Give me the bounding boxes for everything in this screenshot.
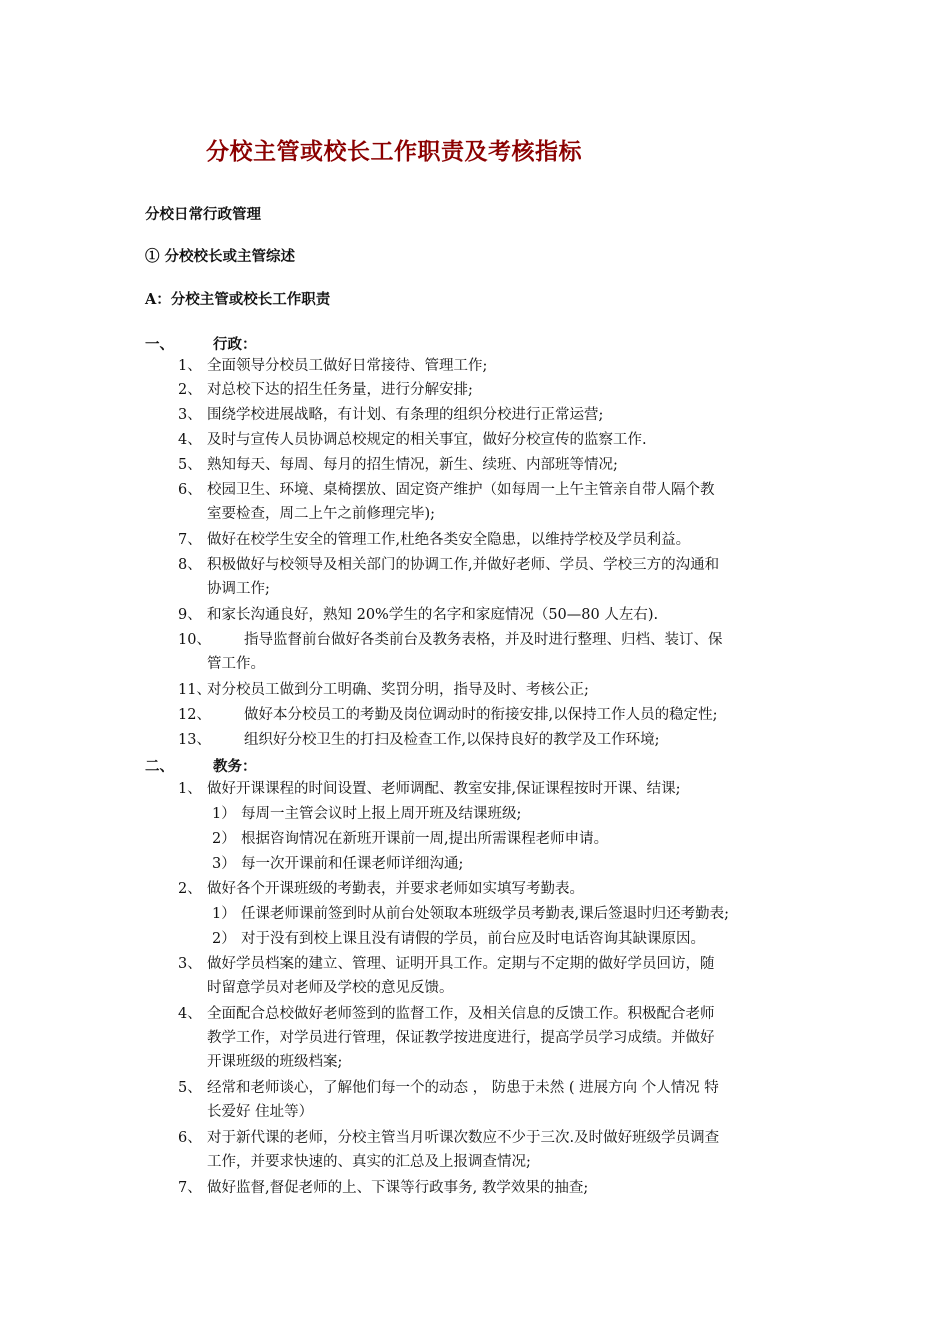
section-number: 一、 — [145, 336, 174, 353]
item-number: 10、 — [178, 632, 211, 648]
item-text: 对分校员工做到分工明确、奖罚分明，指导及时、考核公正; — [207, 682, 589, 698]
item-text: 及时与宣传人员协调总校规定的相关事宜，做好分校宣传的监察工作. — [207, 432, 647, 448]
item-text-continued: 室要检查，周二上午之前修理完毕); — [207, 506, 436, 522]
sub-item — [212, 802, 812, 826]
list-item — [178, 553, 808, 601]
item-text: 做好在校学生安全的管理工作,杜绝各类安全隐患，以维持学校及学员利益。 — [207, 532, 691, 548]
section-admin-heading — [145, 333, 257, 354]
item-number: 6、 — [178, 482, 202, 498]
sub-item-number: 3） — [212, 856, 236, 872]
list-item — [178, 354, 808, 378]
item-number: 3、 — [178, 407, 202, 423]
sub-item-text: 对于没有到校上课且没有请假的学员，前台应及时电话咨询其缺课原因。 — [241, 931, 705, 947]
item-text: 积极做好与校领导及相关部门的协调工作,并做好老师、学员、学校三方的沟通和 — [207, 557, 720, 573]
list-item — [178, 528, 808, 552]
item-text: 熟知每天、每周、每月的招生情况，新生、续班、内部班等情况; — [207, 457, 618, 473]
list-item — [178, 1002, 808, 1074]
item-text: 做好各个开课班级的考勤表，并要求老师如实填写考勤表。 — [207, 881, 584, 897]
item-number: 2、 — [178, 881, 202, 897]
item-number: 6、 — [178, 1130, 202, 1146]
item-text: 校园卫生、环境、桌椅摆放、固定资产维护（如每周一上午主管亲自带人隔个教 — [207, 482, 715, 498]
item-number: 8、 — [178, 557, 202, 573]
item-number: 5、 — [178, 457, 202, 473]
list-item — [178, 728, 808, 752]
section-label: 行政： — [213, 336, 257, 353]
list-item — [178, 478, 808, 526]
heading-daily-admin: 分校日常行政管理 — [145, 206, 261, 223]
item-number: 4、 — [178, 432, 202, 448]
item-text: 指导监督前台做好各类前台及教务表格，并及时进行整理、归档、装订、保 — [244, 632, 723, 648]
item-number: 12、 — [178, 707, 211, 723]
item-text-continued: 协调工作; — [207, 581, 270, 597]
item-text: 围绕学校进展战略，有计划、有条理的组织分校进行正常运营; — [207, 407, 604, 423]
item-text: 和家长沟通良好，熟知 20%学生的名字和家庭情况（50—80 人左右). — [207, 607, 659, 623]
item-text-continued: 长爱好 住址等） — [207, 1104, 314, 1120]
list-item — [178, 378, 808, 402]
item-number: 4、 — [178, 1006, 202, 1022]
heading-overview: ① 分校校长或主管综述 — [145, 248, 296, 265]
list-item — [178, 1126, 808, 1174]
item-text-continued: 工作，并要求快速的、真实的汇总及上报调查情况; — [207, 1154, 531, 1170]
item-number: 3、 — [178, 956, 202, 972]
sub-item-text: 每一次开课前和任课老师详细沟通; — [241, 856, 464, 872]
sub-item — [212, 827, 812, 851]
list-item — [178, 403, 808, 427]
item-text: 对总校下达的招生任务量，进行分解安排; — [207, 382, 473, 398]
sub-item — [212, 927, 812, 951]
sub-item-number: 2） — [212, 931, 236, 947]
item-text: 全面领导分校员工做好日常接待、管理工作; — [207, 358, 488, 374]
item-text: 对于新代课的老师，分校主管当月听课次数应不少于三次.及时做好班级学员调查 — [207, 1130, 720, 1146]
item-number: 1、 — [178, 781, 202, 797]
sub-item-number: 2） — [212, 831, 236, 847]
list-item — [178, 603, 808, 627]
item-number: 2、 — [178, 382, 202, 398]
section-number: 二、 — [145, 758, 174, 775]
sub-item — [212, 902, 812, 926]
sub-item-number: 1） — [212, 906, 236, 922]
list-item — [178, 777, 808, 801]
item-text-continued: 管工作。 — [207, 656, 265, 672]
sub-item-text: 根据咨询情况在新班开课前一周,提出所需课程老师申请。 — [241, 831, 609, 847]
sub-item-text: 任课老师课前签到时从前台处领取本班级学员考勤表,课后签退时归还考勤表; — [241, 906, 729, 922]
sub-item — [212, 852, 812, 876]
item-text: 做好开课课程的时间设置、老师调配、教室安排,保证课程按时开课、结课; — [207, 781, 681, 797]
item-number: 5、 — [178, 1080, 202, 1096]
list-item — [178, 628, 808, 676]
item-number: 13、 — [178, 732, 211, 748]
list-item — [178, 877, 808, 901]
item-number: 1、 — [178, 358, 202, 374]
item-text: 做好监督,督促老师的上、下课等行政事务, 教学效果的抽查; — [207, 1180, 589, 1196]
heading-duties: A：分校主管或校长工作职责 — [145, 291, 331, 308]
sub-item-number: 1） — [212, 806, 236, 822]
sub-item-text: 每周一主管会议时上报上周开班及结课班级; — [241, 806, 522, 822]
list-item — [178, 1176, 808, 1200]
list-item — [178, 1076, 808, 1124]
list-item — [178, 428, 808, 452]
list-item — [178, 678, 808, 702]
item-number: 9、 — [178, 607, 202, 623]
item-text: 全面配合总校做好老师签到的监督工作，及相关信息的反馈工作。积极配合老师 — [207, 1006, 715, 1022]
item-number: 7、 — [178, 532, 202, 548]
item-text: 做好学员档案的建立、管理、证明开具工作。定期与不定期的做好学员回访，随 — [207, 956, 715, 972]
list-item — [178, 703, 808, 727]
item-text-continued: 时留意学员对老师及学校的意见反馈。 — [207, 980, 454, 996]
item-text-continued: 开课班级的班级档案; — [207, 1054, 343, 1070]
item-number: 7、 — [178, 1180, 202, 1196]
item-number: 11、 — [178, 682, 211, 698]
item-text: 做好本分校员工的考勤及岗位调动时的衔接安排,以保持工作人员的稳定性; — [244, 707, 718, 723]
section-label: 教务： — [213, 758, 257, 775]
item-text-continued: 教学工作，对学员进行管理，保证教学按进度进行，提高学员学习成绩。并做好 — [207, 1030, 715, 1046]
list-item — [178, 453, 808, 477]
list-item — [178, 952, 808, 1000]
section-teaching-heading — [145, 755, 257, 776]
item-text: 经常和老师谈心，了解他们每一个的动态 ， 防患于未然 ( 进展方向 个人情况 特 — [207, 1080, 719, 1096]
item-text: 组织好分校卫生的打扫及检查工作,以保持良好的教学及工作环境; — [244, 732, 660, 748]
document-title: 分校主管或校长工作职责及考核指标 — [206, 139, 582, 165]
